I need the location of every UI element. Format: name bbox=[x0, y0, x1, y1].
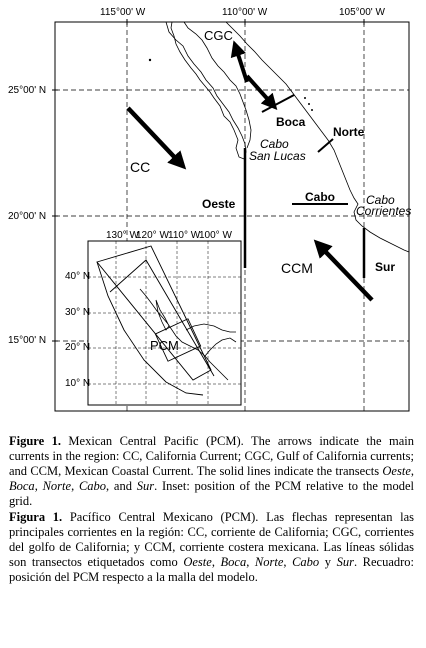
caption-en-t4: Cabo bbox=[78, 479, 107, 493]
lat-label-25: 25°00' N bbox=[8, 85, 47, 96]
caption-en-p2: . Inset: position of the PCM relative to the model grid. bbox=[9, 479, 414, 508]
inset-lon-100: 100° W bbox=[199, 230, 232, 241]
inset-pcm-label: PCM bbox=[150, 338, 179, 353]
label-cgc: CGC bbox=[204, 28, 233, 43]
caption-en-t5: Sur bbox=[136, 479, 155, 493]
lon-label-105: 105°00' W bbox=[339, 7, 385, 18]
caption-es-t5: Sur bbox=[336, 555, 354, 569]
transect-norte bbox=[318, 139, 333, 152]
caption-en-t1: Oeste bbox=[382, 464, 411, 478]
inset-lat-20: 20° N bbox=[65, 342, 91, 353]
inset-lon-120: 120° W bbox=[136, 230, 169, 241]
lat-label-20: 20°00' N bbox=[8, 211, 47, 222]
caption-es-head: Figura 1. bbox=[9, 510, 63, 524]
label-boca: Boca bbox=[276, 115, 306, 129]
lon-label-110: 110°00' W bbox=[222, 7, 268, 18]
cgc-arrow-up bbox=[236, 48, 247, 82]
figure-caption bbox=[9, 434, 414, 586]
inset-map bbox=[65, 230, 241, 405]
cc-arrow bbox=[128, 108, 180, 163]
label-cabo-san-lucas-1: Cabo bbox=[260, 137, 289, 151]
caption-es-s3: , bbox=[283, 555, 293, 569]
label-cabo: Cabo bbox=[305, 190, 335, 204]
caption-en-s4: , and bbox=[106, 479, 137, 493]
label-norte: Norte bbox=[333, 125, 365, 139]
lat-label-15: 15°00' N bbox=[8, 335, 47, 346]
caption-spanish bbox=[9, 510, 414, 585]
caption-es-p1: Pacífico Central Mexicano (PCM). Las flechas representan las principales corrientes en la región: CC, corriente de California; CGC, corrientes del golfo de California; y CCM, corriente costera mexicana. Las líneas sólidas son transectos etiquetados como bbox=[9, 510, 415, 569]
caption-es-t3: Norte bbox=[254, 555, 284, 569]
caption-en-p1: Mexican Central Pacific (PCM). The arrows indicate the main currents in the region: CC, California Current; CGC, Gulf of California currents; and CCM, Mexican Coastal Current. The solid lines indicate the transects bbox=[9, 434, 414, 478]
label-cabo-san-lucas-2: San Lucas bbox=[249, 149, 306, 163]
caption-english bbox=[9, 434, 414, 509]
inset-lon-110: 110° W bbox=[168, 230, 201, 241]
inset-lat-40: 40° N bbox=[65, 271, 91, 282]
label-cc: CC bbox=[130, 159, 151, 175]
caption-es-s1: , bbox=[211, 555, 221, 569]
inset-lon-130: 130° W bbox=[106, 230, 139, 241]
label-oeste: Oeste bbox=[202, 197, 236, 211]
label-cabo-corrientes-1: Cabo bbox=[366, 193, 395, 207]
caption-es-s2: , bbox=[246, 555, 255, 569]
caption-es-t4: Cabo bbox=[292, 555, 320, 569]
caption-en-head: Figure 1. bbox=[9, 434, 61, 448]
caption-es-s4: y bbox=[319, 555, 337, 569]
caption-es-t1: Oeste bbox=[183, 555, 212, 569]
label-ccm: CCM bbox=[281, 260, 313, 276]
caption-en-t2: Boca bbox=[9, 479, 35, 493]
label-cabo-corrientes-2: Corrientes bbox=[356, 204, 412, 218]
caption-en-s3: , bbox=[71, 479, 79, 493]
caption-en-s2: , bbox=[34, 479, 43, 493]
caption-es-p2: . Recuadro: posición del PCM respecto a la malla del modelo. bbox=[9, 555, 415, 584]
inset-lat-30: 30° N bbox=[65, 307, 91, 318]
label-sur: Sur bbox=[375, 260, 396, 274]
caption-en-t3: Norte bbox=[42, 479, 72, 493]
lon-label-115: 115°00' W bbox=[100, 7, 146, 18]
inset-lat-10: 10° N bbox=[65, 378, 91, 389]
caption-en-s1: , bbox=[410, 464, 414, 478]
caption-es-t2: Boca bbox=[220, 555, 247, 569]
islands bbox=[149, 59, 313, 111]
